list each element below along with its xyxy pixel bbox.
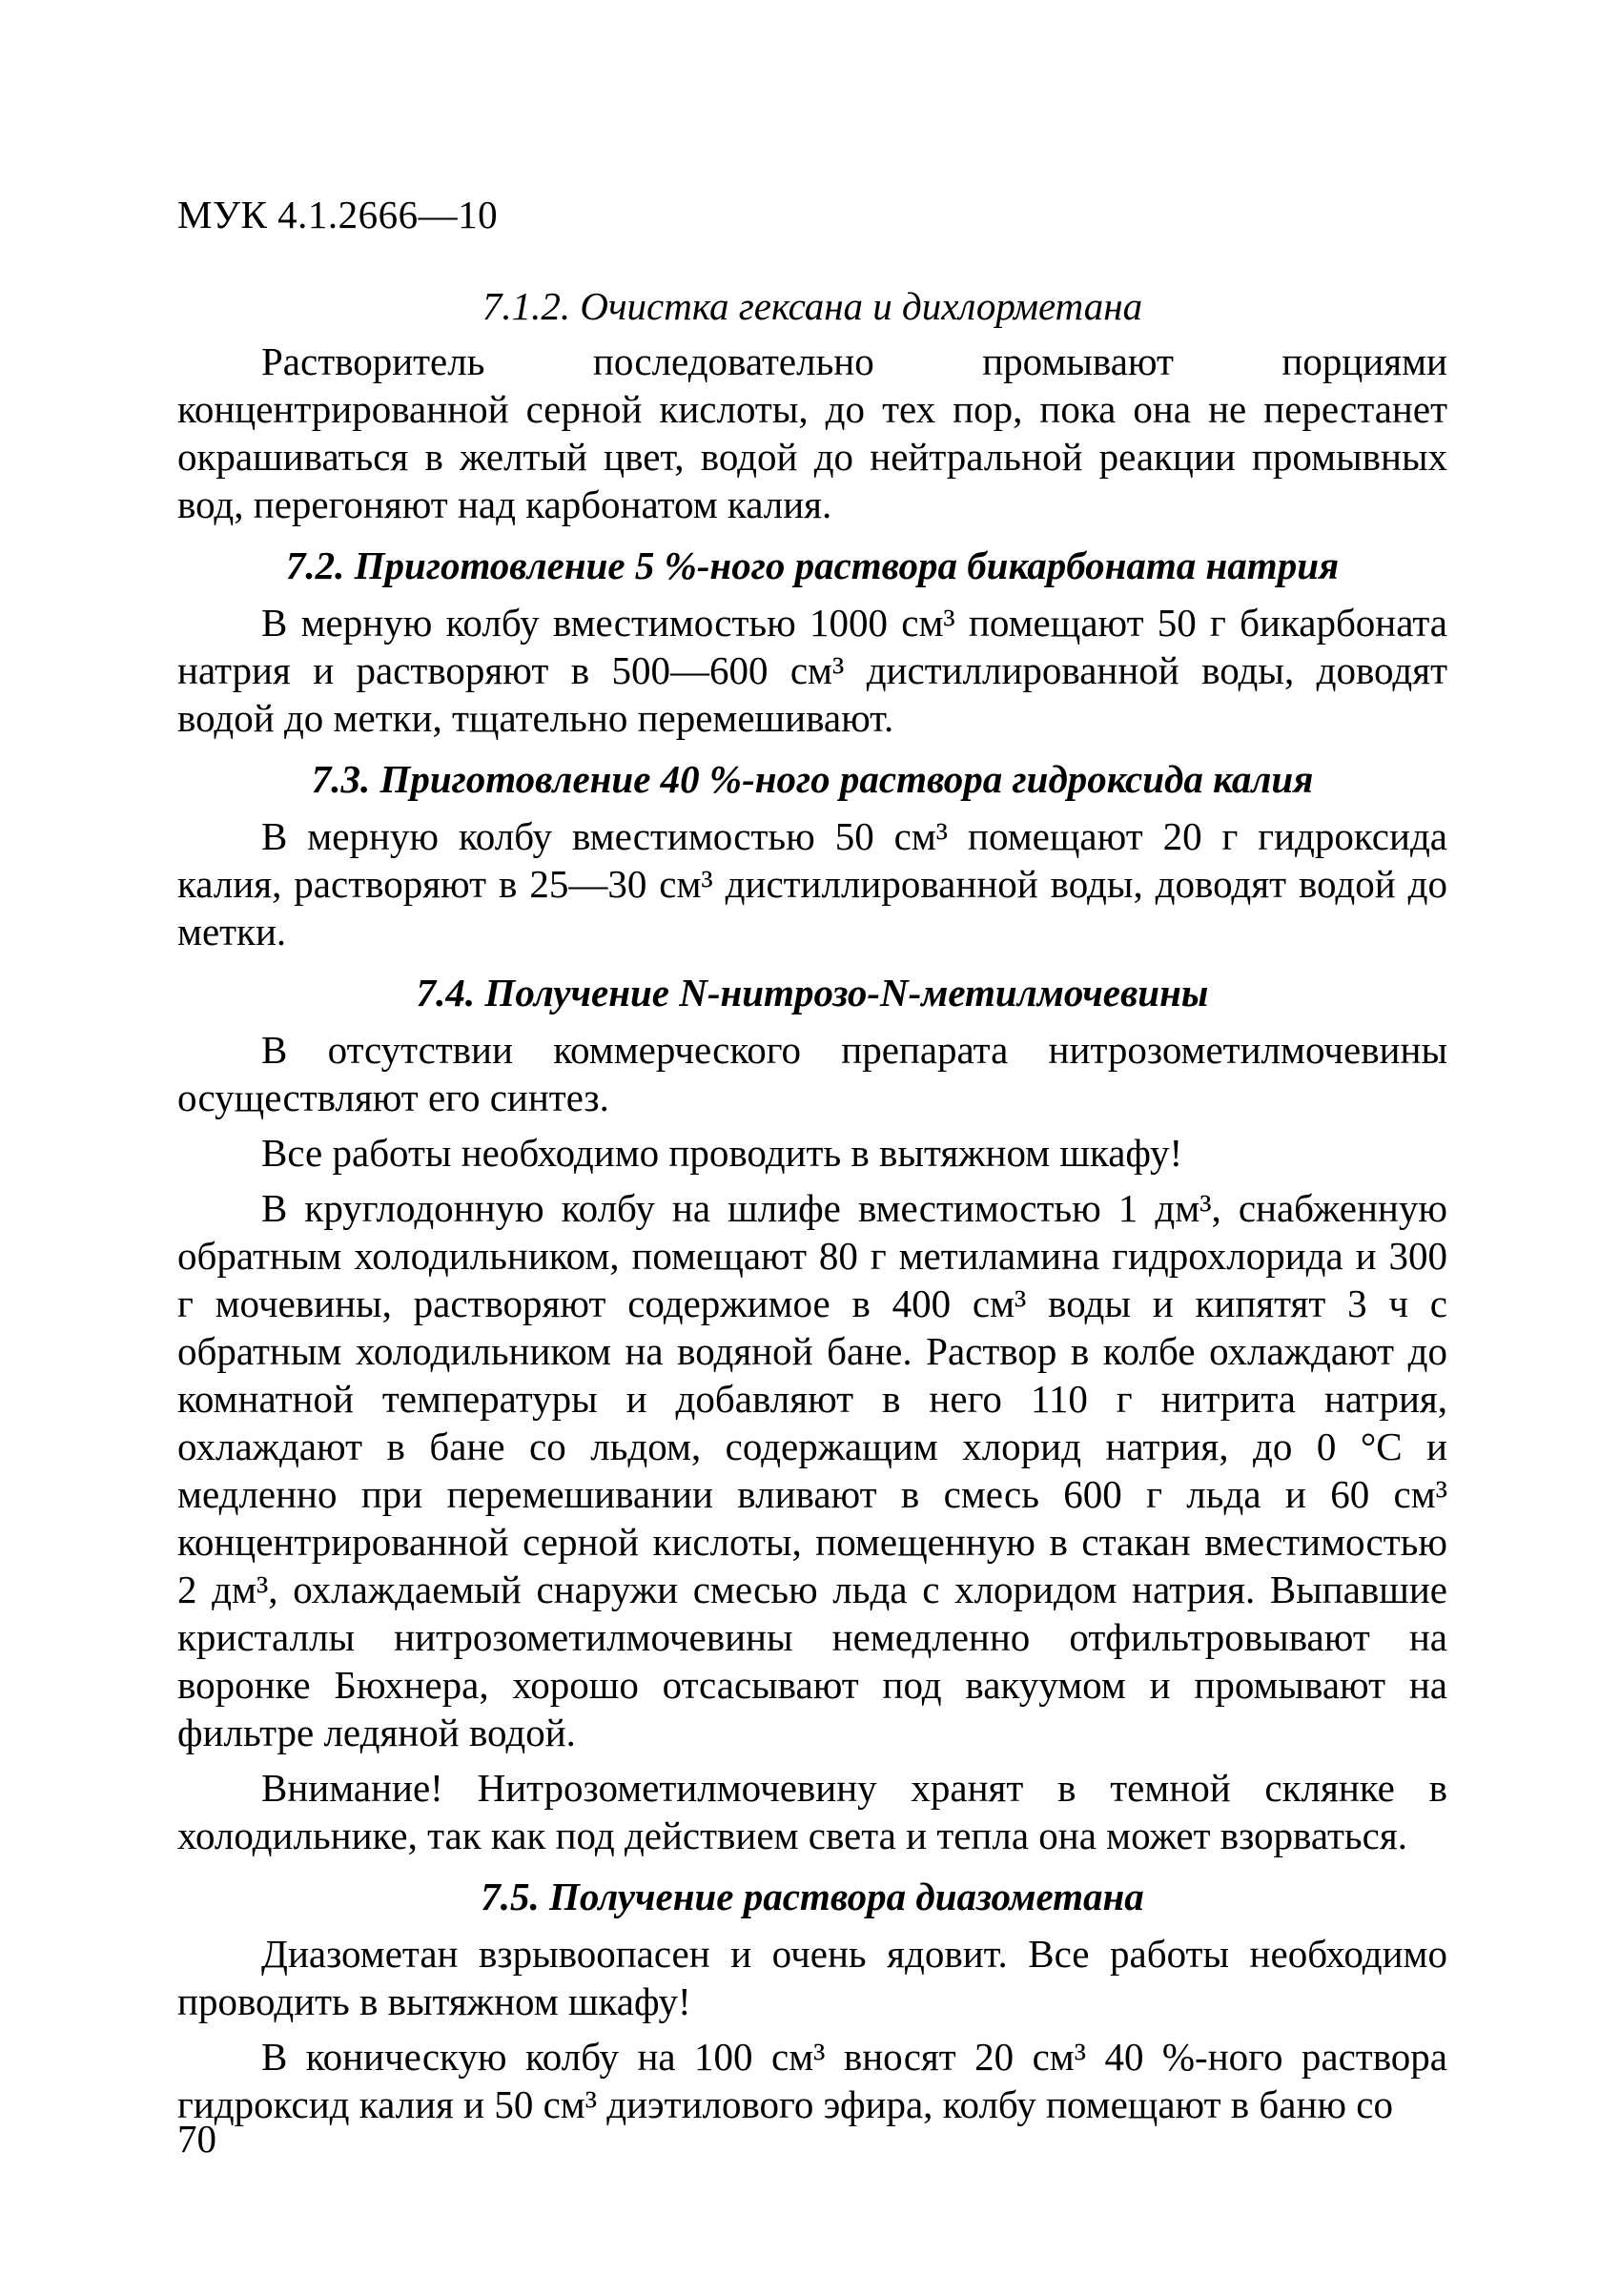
section-heading-7-1-2: 7.1.2. Очистка гексана и дихлорметана [482, 284, 1143, 328]
section-heading-7-2: 7.2. Приготовление 5 %-ного раствора бикарбоната натрия [285, 543, 1340, 587]
section-heading-7-3: 7.3. Приготовление 40 %-ного раствора гидроксида калия [311, 757, 1314, 801]
page-body [177, 282, 1447, 2136]
paragraph: В отсутствии коммерческого препарата нитрозометилмочевины осуществляют его синтез. [177, 1028, 1447, 1119]
paragraph: Все работы необходимо проводить в вытяжном шкафу! [261, 1131, 1183, 1175]
paragraph: В круглодонную колбу на шлифе вместимостью 1 дм³, снабженную обратным холодильником, помещают 80 г метиламина гидрохлорида и 300 г мочевины, растворяют содержимое в 400 см³ воды и кипятят 3 ч с обратным холодильником на водяной бане. Раствор в колбе охлаждают до комнатной температуры и добавляют в него 110 г нитрита натрия, охлаждают в бане со льдом, содержащим хлорид натрия, до 0 °С и медленно при перемешивании вливают в смесь 600 г льда и 60 см³ концентрированной серной кислоты, помещенную в стакан вместимостью 2 дм³, охлаждаемый снаружи смесью льда с хлоридом натрия. Выпавшие кристаллы нитрозометилмочевины немедленно отфильтровывают на воронке Бюхнера, хорошо отсасывают под вакуумом и промывают на фильтре ледяной водой. [177, 1186, 1447, 1754]
section-heading-7-4: 7.4. Получение N-нитрозо-N-метилмочевины [416, 971, 1209, 1015]
paragraph: В мерную колбу вместимостью 50 см³ помещают 20 г гидроксида калия, растворяют в 25—30 см³ дистиллированной воды, доводят водой до метки. [177, 814, 1447, 953]
paragraph: Растворитель последовательно промывают порциями концентрированной серной кислоты, до тех пор, пока она не перестанет окрашиваться в желтый цвет, водой до нейтральной реакции промывных вод, перегоняют над карбонатом калия. [177, 339, 1447, 526]
paragraph: Диазометан взрывоопасен и очень ядовит. Все работы необходимо проводить в вытяжном шкафу! [177, 1932, 1447, 2023]
section-heading-7-5: 7.5. Получение раствора диазометана [481, 1875, 1144, 1918]
document-code: МУК 4.1.2666—10 [177, 193, 499, 236]
page-number: 70 [177, 2117, 216, 2161]
paragraph: Внимание! Нитрозометилмочевину хранят в темной склянке в холодильнике, так как под действием света и тепла она может взорваться. [177, 1766, 1447, 1857]
paragraph: В коническую колбу на 100 см³ вносят 20 см³ 40 %-ного раствора гидроксид калия и 50 см³ диэтилового эфира, колбу помещают в баню со [177, 2035, 1447, 2126]
paragraph: В мерную колбу вместимостью 1000 см³ помещают 50 г бикарбоната натрия и растворяют в 500—600 см³ дистиллированной воды, доводят водой до метки, тщательно перемешивают. [177, 601, 1447, 740]
